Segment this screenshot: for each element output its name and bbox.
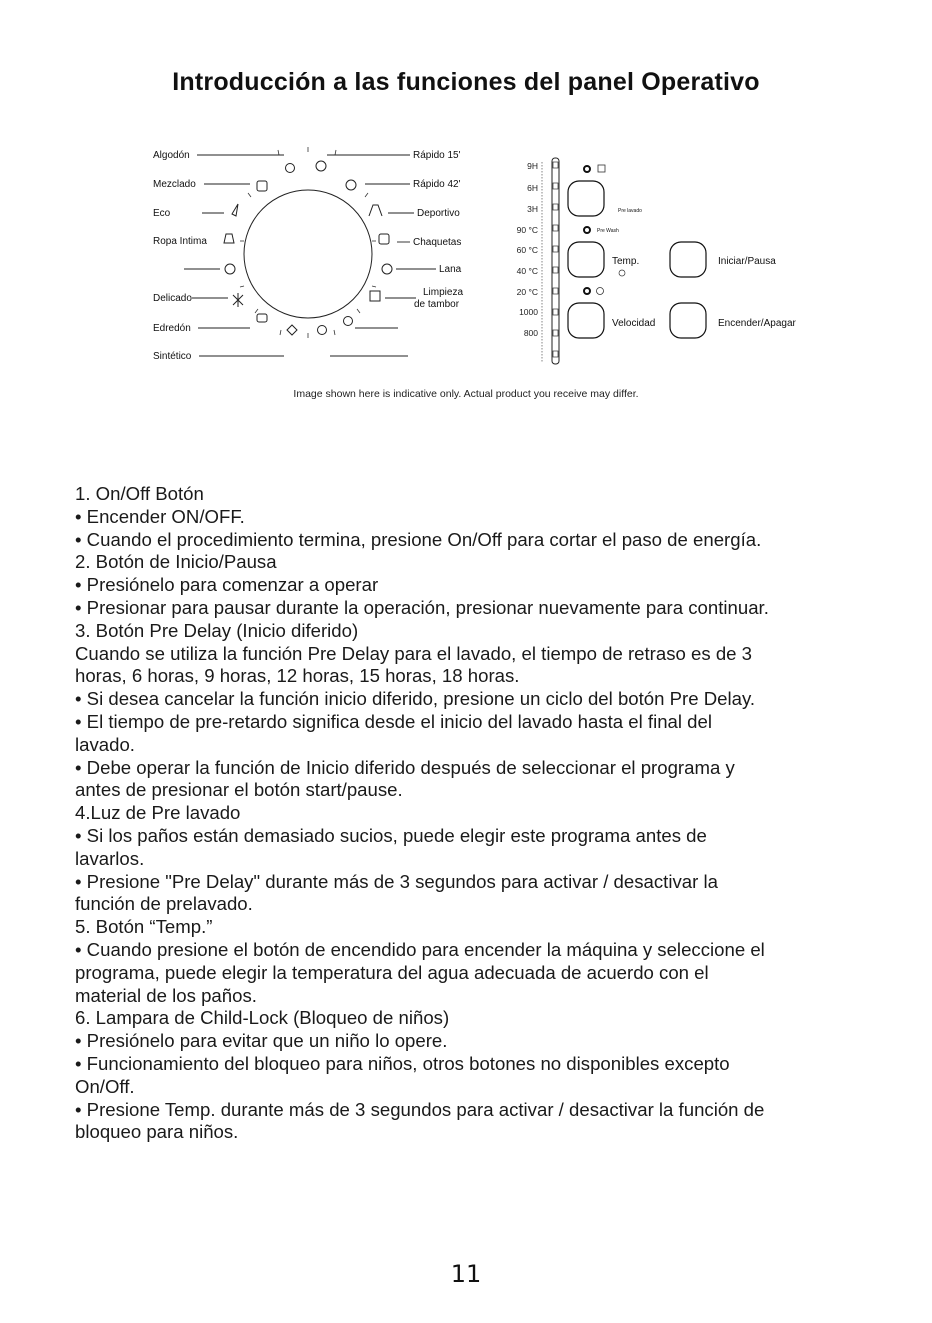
label-ropa-intima: Ropa Intima [153,236,207,247]
cotton-icon [257,181,267,191]
delay-button [568,181,604,216]
text-line: 5. Botón “Temp.” [75,916,213,938]
text-line: función de prelavado. [75,893,253,915]
program-icons [224,161,392,335]
text-line: • Debe operar la función de Inicio diferido después de seleccionar el programa y [75,756,735,778]
encender-apagar-label: Encender/Apagar [718,318,796,329]
temp-20: 20 °C [516,287,538,297]
eco-icon [232,204,238,216]
text-line: Cuando se utiliza la función Pre Delay para el lavado, el tiempo de retraso es de 3 [75,642,753,664]
text-line: • Presionar para pausar durante la operación, presionar nuevamente para continuar. [75,596,769,618]
delicate-icon [225,264,235,274]
sport-icon [369,205,382,216]
delay-9h: 9H [527,161,538,171]
delay-led [584,166,590,172]
indicator-labels [517,161,539,338]
velocidad-label: Velocidad [612,318,656,329]
underwear-icon [224,234,234,243]
label-chaquetas: Chaquetas [413,237,462,248]
text-line: horas, 6 horas, 9 horas, 12 horas, 15 horas, 18 horas. [75,665,520,687]
dial-ticks [240,147,376,338]
iniciar-pausa-label: Iniciar/Pausa [718,256,776,267]
quilt-icon [257,314,267,322]
label-limpieza: Limpieza [423,287,464,298]
delay-3h: 3H [527,204,538,214]
label-lana: Lana [439,264,462,275]
text-line: • Encender ON/OFF. [75,505,245,527]
text-line: • Cuando el procedimiento termina, presione On/Off para cortar el paso de energía. [75,528,762,550]
text-line: programa, puede elegir la temperatura del agua adecuada de acuerdo con el [75,961,709,983]
disclaimer: Image shown here is indicative only. Actual product you receive may differ. [293,388,639,400]
leader-lines [184,155,436,356]
delay-6h: 6H [527,183,538,193]
iniciar-pausa-button [670,242,706,277]
label-edredon: Edredón [153,323,191,334]
prelavado-label: Pre lavado [618,208,642,214]
temp-40: 40 °C [516,266,538,276]
text-line: lavarlos. [75,847,145,869]
wool-icon [382,264,392,274]
text-line: 3. Botón Pre Delay (Inicio diferido) [75,619,359,641]
button-labels [597,208,797,329]
label-rapido-42: Rápido 42' [413,179,461,190]
speed-1000: 1000 [519,307,538,317]
text-line: • Presiónelo para evitar que un niño lo opere. [75,1030,448,1052]
text-line: • Funcionamiento del bloqueo para niños, otros botones no disponibles excepto [75,1052,730,1074]
text-line: 6. Lampara de Child-Lock (Bloqueo de niños) [75,1007,450,1029]
text-line: • Presione Temp. durante más de 3 segundos para activar / desactivar la función de [75,1098,765,1120]
speed-800: 800 [523,328,538,338]
program-dial [244,190,372,318]
label-mezclado: Mezclado [153,179,196,190]
text-line: • El tiempo de pre-retardo significa desde el inicio del lavado hasta el final del [75,710,712,732]
mix-icon [286,164,295,173]
quick42-icon [346,180,356,190]
text-line: • Cuando presione el botón de encendido para encender la máquina y seleccione el [75,938,765,960]
text-line: • Si los paños están demasiado sucios, puede elegir este programa antes de [75,824,707,846]
text-line: material de los paños. [75,984,257,1006]
label-sintetico: Sintético [153,351,192,362]
text-line: antes de presionar el botón start/pause. [75,779,403,801]
prewash-label: Pre Wash [597,228,619,234]
drum-clean-icon [370,291,380,301]
text-line: • Presiónelo para comenzar a operar [75,574,379,596]
indicator-leds [553,162,558,357]
text-line: lavado. [75,733,135,755]
baby-icon [233,293,243,307]
prewash-led [584,227,590,233]
text-line: On/Off. [75,1075,135,1097]
label-rapido-15: Rápido 15' [413,150,461,161]
label-eco: Eco [153,208,171,219]
child-lock-small-icon [619,270,625,276]
page-title: Introducción a las funciones del panel Operativo [172,68,760,96]
temp-button-label: Temp. [612,256,640,267]
instructions-text [75,483,875,1144]
rinse-icon [344,317,353,326]
temp-led [584,288,590,294]
temp-60: 60 °C [516,245,538,255]
spin-icon [318,326,327,335]
speed-button [568,303,604,338]
text-line: • Si desea cancelar la función inicio diferido, presione un ciclo del botón Pre Delay. [75,688,756,710]
encender-apagar-button [670,303,706,338]
control-panel-diagram [140,138,820,370]
text-line: • Presione "Pre Delay" durante más de 3 segundos para activar / desactivar la [75,870,718,892]
label-delicado: Delicado [153,293,192,304]
text-line: 4.Luz de Pre lavado [75,802,241,824]
text-line: 1. On/Off Botón [75,483,204,504]
jacket-icon [379,234,389,244]
temp-button [568,242,604,277]
label-algodon: Algodón [153,150,190,161]
child-lock-icon [597,288,604,295]
label-deportivo: Deportivo [417,208,460,219]
synthetic-icon [287,325,297,335]
right-program-labels [413,150,463,310]
lock-icon [598,165,605,172]
temp-90: 90 °C [516,225,538,235]
text-line: 2. Botón de Inicio/Pausa [75,551,277,573]
left-program-labels [153,150,207,362]
quick15-icon [316,161,326,171]
page-number: 11 [450,1260,482,1288]
label-de-tambor: de tambor [414,299,460,310]
text-line: bloqueo para niños. [75,1121,239,1143]
